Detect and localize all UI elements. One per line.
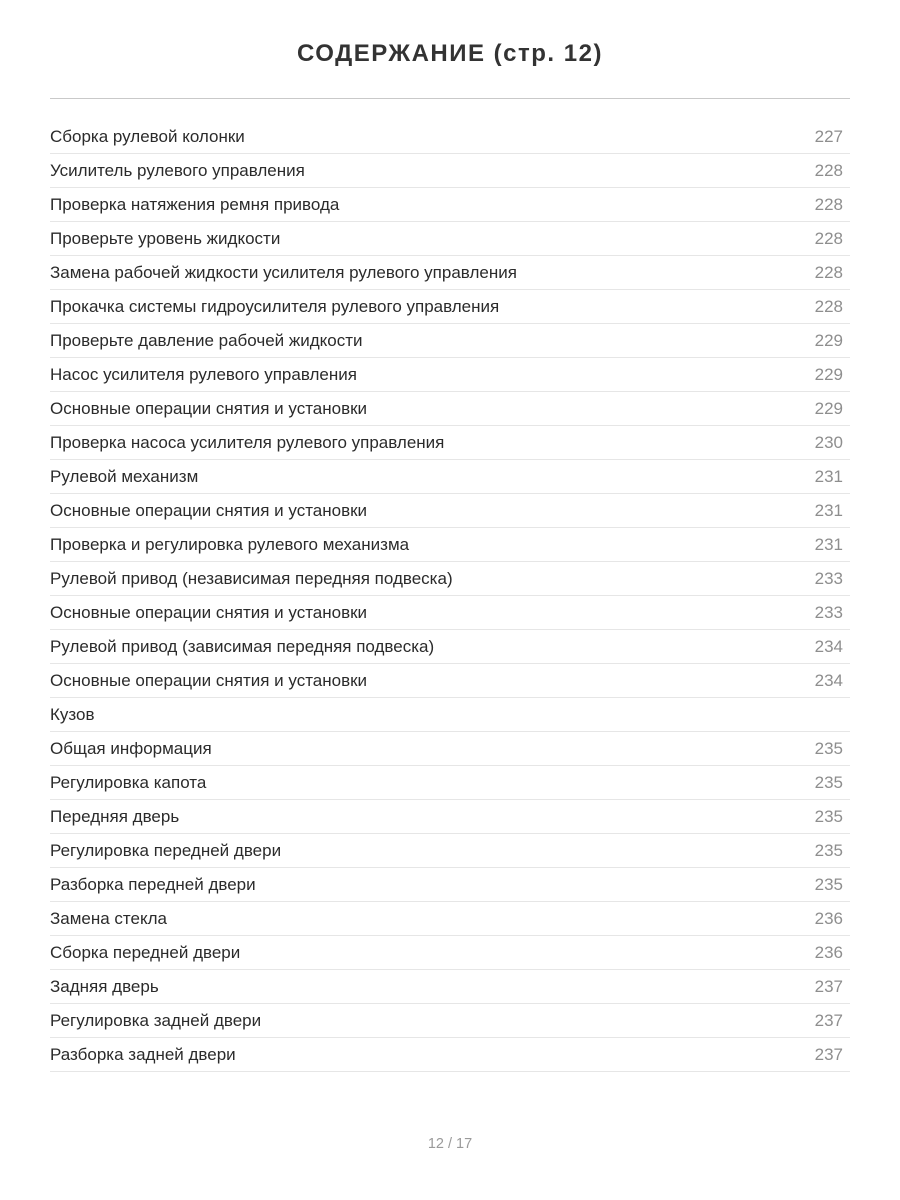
toc-entry-label: Сборка передней двери	[50, 942, 241, 962]
page-title: СОДЕРЖАНИЕ (стр. 12)	[297, 40, 603, 67]
toc-entry[interactable]	[50, 358, 850, 392]
toc-entry[interactable]	[50, 426, 850, 460]
toc-entry-label: Замена рабочей жидкости усилителя рулевого управления	[50, 262, 517, 282]
toc-entry-page: 235	[814, 806, 843, 826]
toc-entry[interactable]	[50, 1038, 850, 1072]
toc-entry-label: Рулевой привод (независимая передняя подвеска)	[50, 568, 453, 588]
toc-entry-label: Основные операции снятия и установки	[50, 670, 368, 690]
toc-entry-label: Разборка передней двери	[50, 874, 256, 894]
toc-entry-page: 236	[814, 942, 843, 962]
toc-entry-page: 228	[814, 228, 843, 248]
toc-entry-page: 228	[814, 296, 843, 316]
toc-entry-label: Насос усилителя рулевого управления	[50, 364, 357, 384]
toc-entry-page: 235	[814, 874, 843, 894]
toc-entry-page: 235	[814, 840, 843, 860]
toc-entry[interactable]	[50, 290, 850, 324]
toc-entry[interactable]	[50, 732, 850, 766]
toc-entry-label: Усилитель рулевого управления	[50, 160, 305, 180]
toc-entry-page: 229	[814, 398, 843, 418]
toc-entry-label: Замена стекла	[50, 908, 167, 928]
toc-entry[interactable]	[50, 256, 850, 290]
toc-page	[50, 0, 850, 1152]
toc-entry-page: 231	[814, 534, 843, 554]
toc-entry[interactable]	[50, 698, 850, 732]
toc-entry-page: 231	[814, 466, 843, 486]
toc-entry[interactable]	[50, 188, 850, 222]
toc-entry-page: 233	[814, 568, 843, 588]
toc-entry[interactable]	[50, 562, 850, 596]
toc-entry[interactable]	[50, 970, 850, 1004]
toc-entry-page: 233	[814, 602, 843, 622]
toc-entry-label: Общая информация	[50, 738, 212, 758]
toc-entry-page: 234	[814, 636, 843, 656]
toc-entry-label: Основные операции снятия и установки	[50, 602, 368, 622]
toc-entry[interactable]	[50, 766, 850, 800]
toc-entry-label: Кузов	[50, 704, 95, 724]
toc-entry-page: 229	[814, 330, 843, 350]
toc-entry-page: 228	[814, 262, 843, 282]
toc-entry[interactable]	[50, 1004, 850, 1038]
toc-entry[interactable]	[50, 392, 850, 426]
toc-entry-page: 230	[814, 432, 843, 452]
toc-entry-label: Проверка натяжения ремня привода	[50, 194, 340, 214]
toc-entry-page: 231	[814, 500, 843, 520]
toc-entry-page: 227	[814, 126, 843, 146]
toc-entry-page: 234	[814, 670, 843, 690]
toc-entry-label: Рулевой привод (зависимая передняя подвеска)	[50, 636, 435, 656]
toc-entry-label: Регулировка передней двери	[50, 840, 282, 860]
toc-entry-label: Сборка рулевой колонки	[50, 126, 245, 146]
toc-entry-page: 235	[814, 738, 843, 758]
toc-entry-label: Передняя дверь	[50, 806, 180, 826]
toc-entry-label: Проверьте давление рабочей жидкости	[50, 330, 363, 350]
toc-entry-page: 228	[814, 194, 843, 214]
toc-entry[interactable]	[50, 528, 850, 562]
toc-entry-page: 228	[814, 160, 843, 180]
toc-entry-label: Проверьте уровень жидкости	[50, 228, 281, 248]
toc-entry[interactable]	[50, 596, 850, 630]
toc-entry[interactable]	[50, 800, 850, 834]
title-divider	[50, 98, 850, 99]
toc-entry[interactable]	[50, 494, 850, 528]
toc-entry-page: 236	[814, 908, 843, 928]
page-indicator: 12 / 17	[427, 1136, 473, 1152]
toc-entry-label: Регулировка капота	[50, 772, 207, 792]
toc-entry-label: Прокачка системы гидроусилителя рулевого управления	[50, 296, 500, 316]
toc-entry-label: Разборка задней двери	[50, 1044, 236, 1064]
toc-entry[interactable]	[50, 664, 850, 698]
toc-entry-page: 229	[814, 364, 843, 384]
toc-entry-page: 235	[814, 772, 843, 792]
toc-entry-page: 237	[814, 976, 843, 996]
toc-list	[50, 120, 850, 1072]
toc-entry[interactable]	[50, 324, 850, 358]
toc-entry[interactable]	[50, 154, 850, 188]
toc-entry[interactable]	[50, 834, 850, 868]
toc-entry[interactable]	[50, 902, 850, 936]
toc-entry[interactable]	[50, 630, 850, 664]
toc-entry-label: Основные операции снятия и установки	[50, 398, 368, 418]
toc-entry-label: Регулировка задней двери	[50, 1010, 262, 1030]
toc-entry-page: 237	[814, 1010, 843, 1030]
toc-entry[interactable]	[50, 120, 850, 154]
toc-entry-label: Основные операции снятия и установки	[50, 500, 368, 520]
toc-entry-label: Проверка и регулировка рулевого механизма	[50, 534, 410, 554]
toc-entry-label: Проверка насоса усилителя рулевого управления	[50, 432, 445, 452]
toc-entry-label: Задняя дверь	[50, 976, 159, 996]
toc-entry[interactable]	[50, 460, 850, 494]
toc-entry[interactable]	[50, 936, 850, 970]
toc-entry[interactable]	[50, 222, 850, 256]
toc-entry[interactable]	[50, 868, 850, 902]
toc-entry-page: 237	[814, 1044, 843, 1064]
toc-entry-label: Рулевой механизм	[50, 466, 199, 486]
